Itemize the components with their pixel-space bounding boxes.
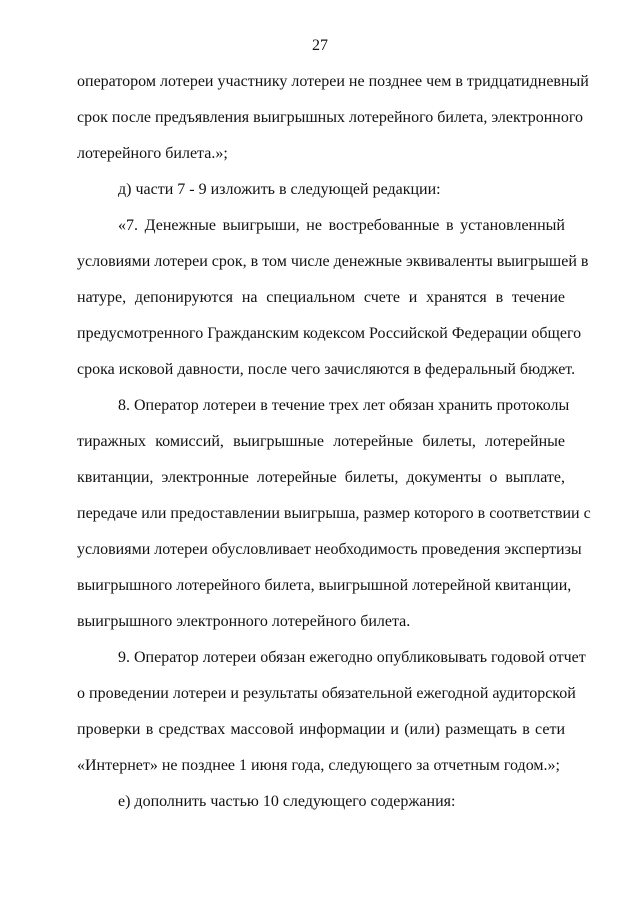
text-line: оператором лотереи участнику лотереи не позднее чем в тридцатидневный bbox=[77, 73, 589, 90]
text-line: передаче или предоставлении выигрыша, размер которого в соответствии с bbox=[77, 505, 591, 522]
text-line: д) части 7 - 9 изложить в следующей редакции: bbox=[118, 181, 441, 198]
text-line: выигрышного лотерейного билета, выигрышной лотерейной квитанции, bbox=[77, 577, 572, 594]
text-line: натуре, депонируются на специальном счете и хранятся в течение bbox=[77, 289, 565, 306]
text-line: «7. Денежные выигрыши, не востребованные в установленный bbox=[118, 217, 565, 234]
text-line: о проведении лотереи и результаты обязательной ежегодной аудиторской bbox=[77, 685, 576, 702]
page-number: 27 bbox=[312, 37, 328, 54]
text-line: срока исковой давности, после чего зачисляются в федеральный бюджет. bbox=[77, 361, 576, 378]
text-line: тиражных комиссий, выигрышные лотерейные билеты, лотерейные bbox=[77, 433, 565, 450]
text-line: е) дополнить частью 10 следующего содержания: bbox=[118, 793, 456, 810]
text-line: 9. Оператор лотереи обязан ежегодно опубликовывать годовой отчет bbox=[118, 649, 586, 666]
text-line: лотерейного билета.»; bbox=[77, 145, 228, 162]
text-line: 8. Оператор лотереи в течение трех лет обязан хранить протоколы bbox=[118, 397, 570, 414]
text-line: проверки в средствах массовой информации и (или) размещать в сети bbox=[77, 721, 565, 738]
text-line: условиями лотереи обусловливает необходимость проведения экспертизы bbox=[77, 541, 582, 558]
text-line: срок после предъявления выигрышных лотерейного билета, электронного bbox=[77, 109, 584, 126]
text-line: условиями лотереи срок, в том числе денежные эквиваленты выигрышей в bbox=[77, 253, 589, 270]
text-line: выигрышного электронного лотерейного билета. bbox=[77, 613, 411, 630]
text-line: предусмотренного Гражданским кодексом Российской Федерации общего bbox=[77, 325, 582, 342]
text-line: квитанции, электронные лотерейные билеты, документы о выплате, bbox=[77, 469, 565, 486]
text-line: «Интернет» не позднее 1 июня года, следующего за отчетным годом.»; bbox=[77, 757, 560, 774]
